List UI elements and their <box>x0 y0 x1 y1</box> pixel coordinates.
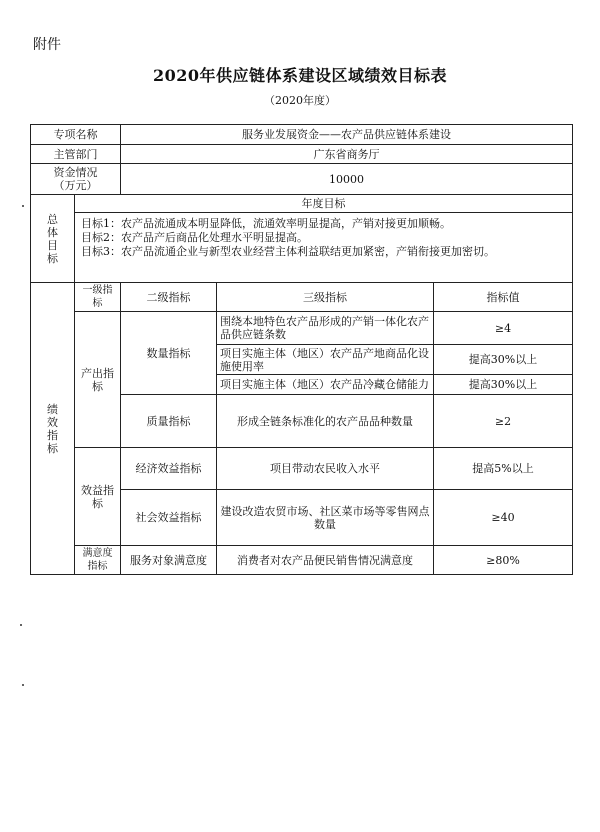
overall-goal-char: 总 <box>47 212 58 226</box>
indicator-cell: 项目带动农民收入水平 <box>217 448 434 490</box>
performance-char: 效 <box>47 415 58 429</box>
economic-benefit-label: 经济效益指标 <box>121 448 217 490</box>
annual-goal-header: 年度目标 <box>75 195 573 213</box>
attachment-label: 附件 <box>33 37 61 53</box>
overall-goal-char: 目 <box>47 238 58 252</box>
fund-label-line2: （万元） <box>53 179 98 192</box>
page-subtitle: （2020年度） <box>264 94 336 107</box>
social-benefit-label: 社会效益指标 <box>121 490 217 546</box>
performance-target-table <box>30 124 573 575</box>
scan-mark <box>22 684 24 686</box>
indicator-value: ≥4 <box>434 312 573 345</box>
performance-char: 标 <box>47 441 58 455</box>
quantity-indicator-label: 数量指标 <box>121 312 217 395</box>
goal-item: 目标3：农产品流通企业与新型农业经营主体利益联结更加紧密，产销衔接更加密切。 <box>81 245 495 258</box>
indicator-value: ≥40 <box>434 490 573 546</box>
performance-char: 指 <box>47 428 58 442</box>
indicator-value: 提高30%以上 <box>434 345 573 375</box>
indicator-cell: 形成全链条标准化的农产品品种数量 <box>217 395 434 448</box>
overall-goal-label <box>31 195 75 283</box>
scan-mark <box>22 205 24 207</box>
fund-label-line1: 资金情况 <box>53 166 98 179</box>
service-satisfaction-label: 服务对象满意度 <box>121 546 217 575</box>
department-label: 主管部门 <box>31 145 121 164</box>
indicator-cell: 消费者对农产品便民销售情况满意度 <box>217 546 434 575</box>
level2-header: 二级指标 <box>121 283 217 312</box>
performance-indicator-label <box>31 283 75 575</box>
department-value: 广东省商务厅 <box>121 145 573 164</box>
project-name-label: 专项名称 <box>31 125 121 145</box>
performance-char: 绩 <box>47 402 58 416</box>
indicator-value: ≥2 <box>434 395 573 448</box>
fund-label <box>31 164 121 195</box>
indicator-value: 提高5%以上 <box>434 448 573 490</box>
indicator-cell: 围绕本地特色农产品形成的产销一体化农产品供应链条数 <box>217 312 434 345</box>
output-indicator-label: 产出指标 <box>75 312 121 448</box>
level1-header: 一级指标 <box>75 283 121 312</box>
indicator-value: ≥80% <box>434 546 573 575</box>
benefit-indicator-label: 效益指标 <box>75 448 121 546</box>
goal-item: 目标2：农产品产后商品化处理水平明显提高。 <box>81 231 308 244</box>
value-header: 指标值 <box>434 283 573 312</box>
project-name-value: 服务业发展资金——农产品供应链体系建设 <box>121 125 573 145</box>
indicator-cell: 建设改造农贸市场、社区菜市场等零售网点数量 <box>217 490 434 546</box>
overall-goal-char: 体 <box>47 225 58 239</box>
overall-goal-char: 标 <box>47 251 58 265</box>
goal-item: 目标1：农产品流通成本明显降低，流通效率明显提高，产销对接更加顺畅。 <box>81 217 451 230</box>
indicator-value: 提高30%以上 <box>434 375 573 395</box>
level3-header: 三级指标 <box>217 283 434 312</box>
indicator-cell: 项目实施主体（地区）农产品产地商品化设施使用率 <box>217 345 434 375</box>
fund-value: 10000 <box>121 164 573 195</box>
indicator-cell: 项目实施主体（地区）农产品冷藏仓储能力 <box>217 375 434 395</box>
page-title: 2020年供应链体系建设区域绩效目标表 <box>152 66 448 85</box>
quality-indicator-label: 质量指标 <box>121 395 217 448</box>
scan-mark <box>20 624 22 626</box>
satisfaction-indicator-label: 满意度指标 <box>75 546 121 575</box>
annual-goal-list <box>75 213 573 283</box>
